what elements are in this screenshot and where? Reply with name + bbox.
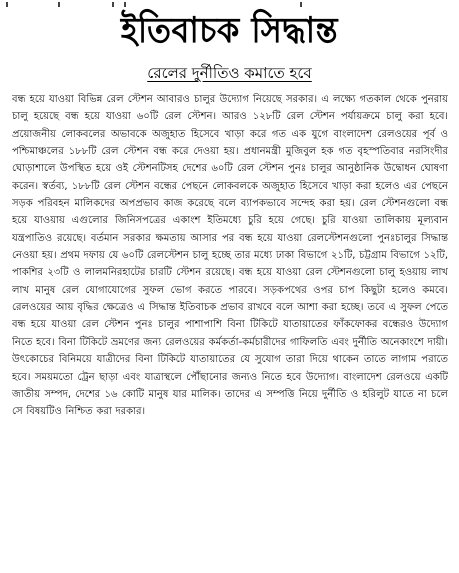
body-line: নেওয়া হয়। প্রথম দফায় যে ৬০টি রেলস্টেশন চালু হচ্ছে তার মধ্যে ঢাকা বিভাগে [12,250,328,262]
body-line: সরকার ক্ষমতায় আসার পর বন্ধ হয়ে যাওয়া রেলস্টেশনগুলো পুনঃচালুর সিদ্ধান্ত [123,232,448,244]
subheadline: রেলের দুর্নীতিও কমাতে হবে [147,64,312,82]
body-line: আশা করা হচ্ছে। তবে এ সুফল পেতে বন্ধ হয়ে যাওয়া রেল স্টেশন পুনঃ চালুর [12,302,448,331]
body-line: অভাবকে অজুহাত হিসেবে খাড়া করে গত এক যুগে বাংলাদেশ রেলওয়ের পূর্ব ও [110,128,448,140]
body-line: হয়। রেল স্টেশনগুলো বন্ধ হয়ে যাওয়ায় এগুলোর জিনিসপত্রের একাংশ ইতিমধ্যে [12,198,448,227]
article-body [12,91,448,569]
body-line: লক্ষ্যে গতকাল থেকে পুনরায় চালু হয়েছে বন্ধ হয়ে যাওয়া ৬০টি রেল স্টেশন। [12,94,448,123]
body-line: ২১টি, চট্টগ্রাম বিভাগে ১২টি, পাকশির ২৩টি ও লালমনিরহাটের চারটি স্টেশন [12,250,448,279]
body-line: সড়ক পরিবহন মালিকদের অপপ্রভাব কাজ করেছে বলে ব্যাপকভাবে সন্দেহ করা [12,198,335,210]
body-line: বৃহস্পতিবার নরসিংদীর ঘোড়াশালে উপস্থিত হয়ে ওই স্টেশনটিসহ দেশের ৬০টি [12,146,448,175]
body-line: স্টেশন বন্ধের পেছনে লোকবলকে অজুহাত হিসেবে খাড়া করা হলেও এর পেছনে [124,180,448,192]
body-line: যাত্রাস্থলে পৌঁছানোর জন্যও নিতে হবে উদ্যোগ। বাংলাদেশ রেলওয়ে একটি [144,371,448,383]
body-line: চুরি হয়ে গেছে। চুরি যাওয়া তালিকায় মূল্যবান যন্ত্রপাতিও রয়েছে। বর্তমান [12,215,448,244]
body-line: জাতীয় সম্পদ, দেশের ১৬ কোটি মানুষ যার মালিক। তাদের এ সম্পত্তি নিয়ে [12,388,318,400]
body-line: সুযোগ তারা দিয়ে থাকেন তাতে লাগাম পরাতে হবে। সময়মতো ট্রেন ছাড়া এবং [12,354,448,383]
body-line: রয়েছে। বন্ধ হয়ে যাওয়া রেল স্টেশনগুলো চালু হওয়ায় লাখ লাখ মানুষ রেল [12,267,448,296]
body-line: বন্ধ হয়ে যাওয়া বিভিন্ন রেল স্টেশন আবারও চালুর উদ্যোগ নিয়েছে সরকার। এ [12,94,329,105]
body-line: আরও ১২৮টি রেল স্টেশন পর্যায়ক্রমে চালু করা হবে। প্রয়োজনীয় লোকবলের [12,111,448,140]
article-paragraph [12,91,448,421]
body-line: অনেকাংশে দায়ী। উৎকোচের বিনিময়ে যাত্রীদের বিনা টিকিটে যাতায়াতের যে [12,336,448,366]
body-line: কমবে। রেলওয়ের আয় বৃদ্ধির ক্ষেত্রেও এ সিদ্ধান্ত ইতিবাচক প্রভাব রাখবে বলে [12,284,448,314]
body-line: পশ্চিমাঞ্চলের ১৮৮টি রেল স্টেশন বন্ধ করে দেওয়া হয়। প্রধানমন্ত্রী মুজিবুল হক গত [12,146,353,158]
body-line: দুর্নীতি ও হরিলুট যাতে না চলে সে বিষয়টিও নিশ্চিত করা দরকার। [12,388,448,418]
body-line: পাশাপাশি বিনা টিকিটে যাতায়াতের ফাঁকফোকর বন্ধেরও উদ্যোগ নিতে হবে। [12,319,448,348]
headline: ইতিবাচক সিদ্ধান্ত [120,9,339,51]
body-line: রেল স্টেশন পুনঃ চালুর আনুষ্ঠানিক উদ্বোধন ঘোষণা করেন। স্বর্তব্য, ১৮৮টি রেল [12,163,448,192]
body-line: যোগাযোগের সুফল ভোগ করতে পারবে। সড়কপথের ওপর চাপ কিছুটা হলেও [85,284,416,296]
body-line: বিনা টিকিটে ভ্রমণের জন্য রেলওয়ের কর্মকর্তা-কর্মচারীদের গাফিলতি এবং দুর্নীতি [58,336,378,348]
